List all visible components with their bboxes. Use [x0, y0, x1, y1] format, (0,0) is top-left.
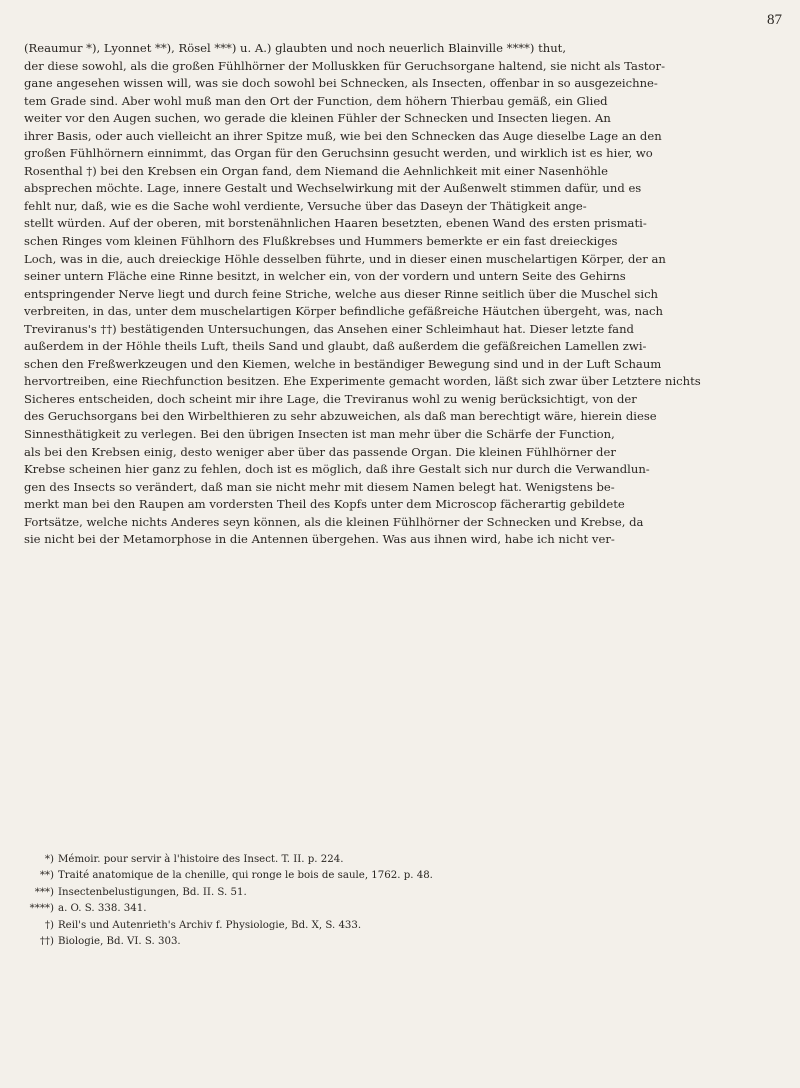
footnote-text: Biologie, Bd. VI. S. 303.: [58, 936, 181, 948]
text-line: der diese sowohl, als die großen Fühlhörner der Molluskken für Geruchsorgane haltend, sie nicht als Tastor-: [24, 58, 665, 73]
footnote-text: Mémoir. pour servir à l'histoire des Insect. T. II. p. 224.: [58, 854, 344, 865]
text-line: (Reaumur *), Lyonnet **), Rösel ***) u. A.) glaubten und noch neuerlich Blainville ****) thut,: [24, 41, 567, 55]
text-line: gen des Insects so verändert, daß man sie nicht mehr mit diesem Namen belegt hat. Wenigstens be-: [24, 479, 615, 494]
text-line: seiner untern Fläche eine Rinne besitzt, in welcher ein, von der vordern und untern Seite des Gehirns: [24, 269, 626, 284]
text-line: tem Grade sind. Aber wohl muß man den Ort der Function, dem höhern Thierbau gemäß, ein Glied: [24, 93, 608, 108]
text-line: entspringender Nerve liegt und durch feine Striche, welche aus dieser Rinne seitlich über die Muschel sich: [24, 286, 659, 301]
text-line: merkt man bei den Raupen am vordersten Theil des Kopfs unter dem Microscop fächerartig gebildete: [24, 497, 625, 512]
text-line: weiter vor den Augen suchen, wo gerade die kleinen Fühler der Schnecken und Insecten liegen. An: [24, 111, 611, 126]
text-line: großen Fühlhörnern einnimmt, das Organ für den Geruchsinn gesucht werden, und wirklich ist es hier, wo: [24, 146, 653, 161]
text-line: fehlt nur, daß, wie es die Sache wohl verdiente, Versuche über das Daseyn der Thätigkeit ange-: [24, 198, 587, 213]
text-line: stellt würden. Auf der oberen, mit borstenähnlichen Haaren besetzten, ebenen Wand des ersten prismati-: [24, 216, 647, 231]
footnote-mark: †): [44, 919, 54, 931]
footnote-mark: ****): [29, 903, 54, 915]
footnote: [24, 918, 784, 934]
footnote-mark: **): [39, 870, 54, 882]
footnote-text: a. O. S. 338. 341.: [58, 903, 147, 915]
footnote-text: Traité anatomique de la chenille, qui ronge le bois de saule, 1762. p. 48.: [58, 870, 433, 882]
footnote-text: Reil's und Autenrieth's Archiv f. Physiologie, Bd. X, S. 433.: [58, 919, 362, 931]
text-line: Sinnesthätigkeit zu verlegen. Bei den übrigen Insecten ist man mehr über die Schärfe der Function,: [24, 427, 615, 442]
text-line: außerdem in der Höhle theils Luft, theils Sand und glaubt, daß außerdem die gefäßreichen Lamellen zwi-: [24, 339, 647, 354]
body-text: [24, 40, 786, 549]
text-line: des Geruchsorgans bei den Wirbelthieren zu sehr abzuweichen, als daß man berechtigt wäre, hierein diese: [24, 409, 657, 424]
text-line: als bei den Krebsen einig, desto weniger aber über das passende Organ. Die kleinen Fühlhörner der: [24, 444, 616, 459]
footnote: [24, 934, 784, 950]
text-line: Treviranus's ††) bestätigenden Untersuchungen, das Ansehen einer Schleimhaut hat. Dieser letzte fand: [24, 321, 634, 336]
footnote-mark: ***): [34, 886, 54, 898]
footnotes: [24, 852, 784, 950]
footnote-mark: *): [44, 854, 54, 865]
footnote: [24, 885, 784, 901]
text-line: schen den Freßwerkzeugen und den Kiemen, welche in beständiger Bewegung sind und in der Luft Schaum: [24, 356, 662, 371]
footnote: [24, 852, 784, 868]
text-line: Fortsätze, welche nichts Anderes seyn können, als die kleinen Fühlhörner der Schnecken und Krebse, da: [24, 514, 644, 529]
text-line: verbreiten, in das, unter dem muschelartigen Körper befindliche gefäßreiche Häutchen übergeht, was, nach: [24, 304, 663, 319]
footnote: [24, 901, 784, 917]
footnote-text: Insectenbelustigungen, Bd. II. S. 51.: [58, 886, 247, 898]
page-number: 87: [767, 12, 782, 28]
text-line: Krebse scheinen hier ganz zu fehlen, doch ist es möglich, daß ihre Gestalt sich nur durch die Verwandlun-: [24, 462, 650, 477]
text-line: absprechen möchte. Lage, innere Gestalt und Wechselwirkung mit der Außenwelt stimmen dafür, und es: [24, 181, 642, 196]
text-line: ihrer Basis, oder auch vielleicht an ihrer Spitze muß, wie bei den Schnecken das Auge dieselbe Lage an den: [24, 128, 662, 143]
text-line: Sicheres entscheiden, doch scheint mir ihre Lage, die Treviranus wohl zu wenig berücksichtigt, von der: [24, 391, 637, 406]
footnote-mark: ††): [39, 936, 54, 948]
text-line: hervortreiben, eine Riechfunction besitzen. Ehe Experimente gemacht worden, läßt sich zwar über Letztere nichts: [24, 374, 701, 389]
text-line: schen Ringes vom kleinen Fühlhorn des Flußkrebses und Hummers bemerkte er ein fast dreieckiges: [24, 234, 618, 249]
footnote: [24, 868, 784, 884]
text-line: sie nicht bei der Metamorphose in die Antennen übergehen. Was aus ihnen wird, habe ich nicht ver-: [24, 532, 615, 547]
text-line: Rosenthal †) bei den Krebsen ein Organ fand, dem Niemand die Aehnlichkeit mit einer Nasenhöhle: [24, 163, 609, 178]
text-line: Loch, was in die, auch dreieckige Höhle desselben führte, und in dieser einen muschelartigen Körper, der an: [24, 251, 666, 266]
text-line: gane angesehen wissen will, was sie doch sowohl bei Schnecken, als Insecten, offenbar in so ausgezeichne-: [24, 76, 658, 91]
